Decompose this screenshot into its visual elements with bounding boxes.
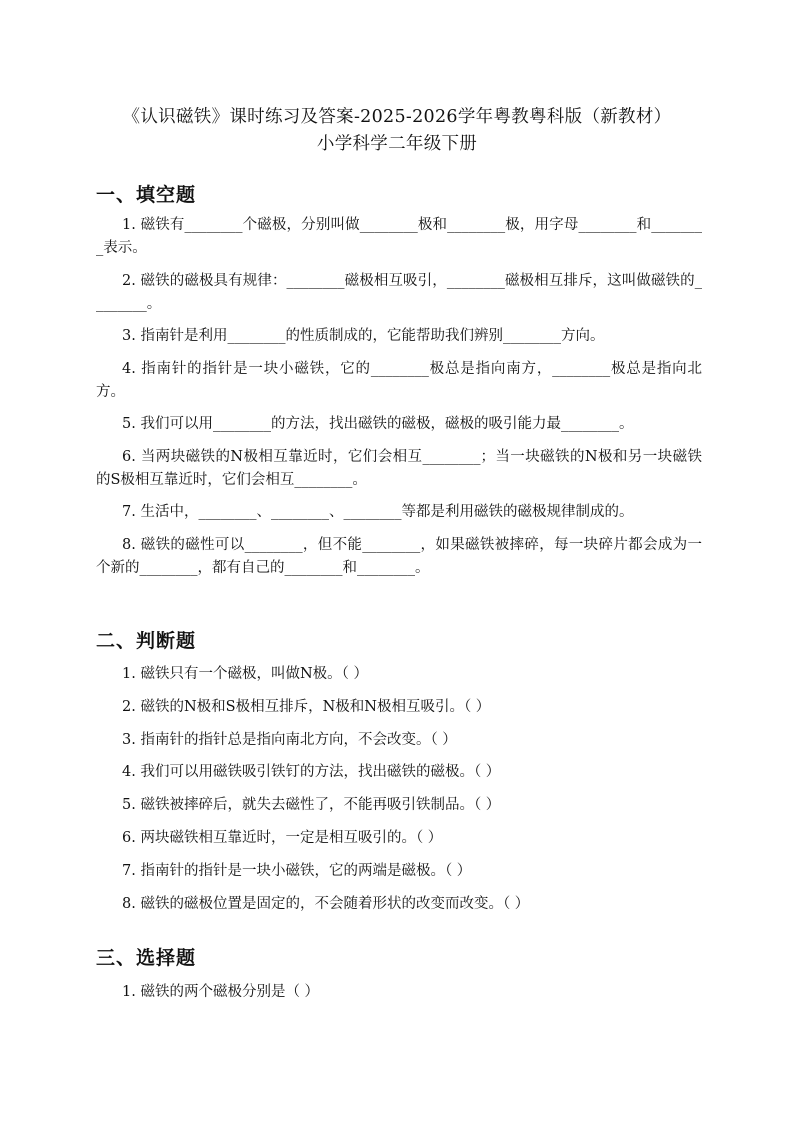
document-title: 《认识磁铁》课时练习及答案-2025-2026学年粤教粤科版（新教材） bbox=[122, 107, 672, 127]
fill-in-question-3: 3. 指南针是利用________的性质制成的，它能帮助我们辨别________方向。 bbox=[122, 328, 605, 344]
true-false-question-2: 2. 磁铁的N极和S极相互排斥，N极和N极相互吸引。（ ） bbox=[122, 698, 491, 715]
fill-in-question-2: 2. 磁铁的磁极具有规律：________磁极相互吸引，________磁极相互排斥，这叫做磁铁的________。 bbox=[96, 272, 702, 312]
true-false-question-6: 6. 两块磁铁相互靠近时，一定是相互吸引的。（ ） bbox=[122, 829, 443, 846]
true-false-question-7: 7. 指南针的指针是一块小磁铁，它的两端是磁极。（ ） bbox=[122, 862, 472, 879]
section-heading-multiple-choice: 三、选择题 bbox=[96, 947, 197, 969]
document-subtitle: 小学科学二年级下册 bbox=[316, 134, 478, 154]
fill-in-question-6: 6. 当两块磁铁的N极相互靠近时，它们会相互________；当一块磁铁的N极和另一块磁铁的S极相互靠近时，它们会相互________。 bbox=[96, 448, 702, 488]
true-false-question-8: 8. 磁铁的磁极位置是固定的，不会随着形状的改变而改变。（ ） bbox=[122, 895, 530, 912]
section-heading-true-false: 二、判断题 bbox=[96, 630, 197, 652]
true-false-question-3: 3. 指南针的指针总是指向南北方向，不会改变。（ ） bbox=[122, 731, 457, 748]
fill-in-question-7: 7. 生活中，________、________、________等都是利用磁铁的磁极规律制成的。 bbox=[122, 504, 634, 520]
section-heading-fill-in: 一、填空题 bbox=[96, 184, 197, 206]
fill-in-questions bbox=[96, 214, 702, 589]
true-false-questions bbox=[96, 663, 702, 925]
true-false-question-5: 5. 磁铁被摔碎后，就失去磁性了，不能再吸引铁制品。（ ） bbox=[122, 797, 501, 814]
fill-in-question-5: 5. 我们可以用________的方法，找出磁铁的磁极，磁极的吸引能力最________。 bbox=[122, 416, 634, 432]
fill-in-question-1: 1. 磁铁有________个磁极，分别叫做________极和________极，用字母________和________表示。 bbox=[96, 217, 702, 256]
true-false-question-1: 1. 磁铁只有一个磁极，叫做N极。（ ） bbox=[122, 666, 368, 682]
fill-in-question-8: 8. 磁铁的磁性可以________，但不能________，如果磁铁被摔碎，每一块碎片都会成为一个新的________，都有自己的________和________。 bbox=[96, 536, 702, 576]
multiple-choice-question-1: 1. 磁铁的两个磁极分别是（ ） bbox=[122, 984, 320, 1000]
true-false-question-4: 4. 我们可以用磁铁吸引铁钉的方法，找出磁铁的磁极。（ ） bbox=[122, 764, 501, 781]
multiple-choice-questions bbox=[96, 981, 702, 1004]
fill-in-question-4: 4. 指南针的指针是一块小磁铁，它的________极总是指向南方，________极总是指向北方。 bbox=[96, 360, 702, 400]
